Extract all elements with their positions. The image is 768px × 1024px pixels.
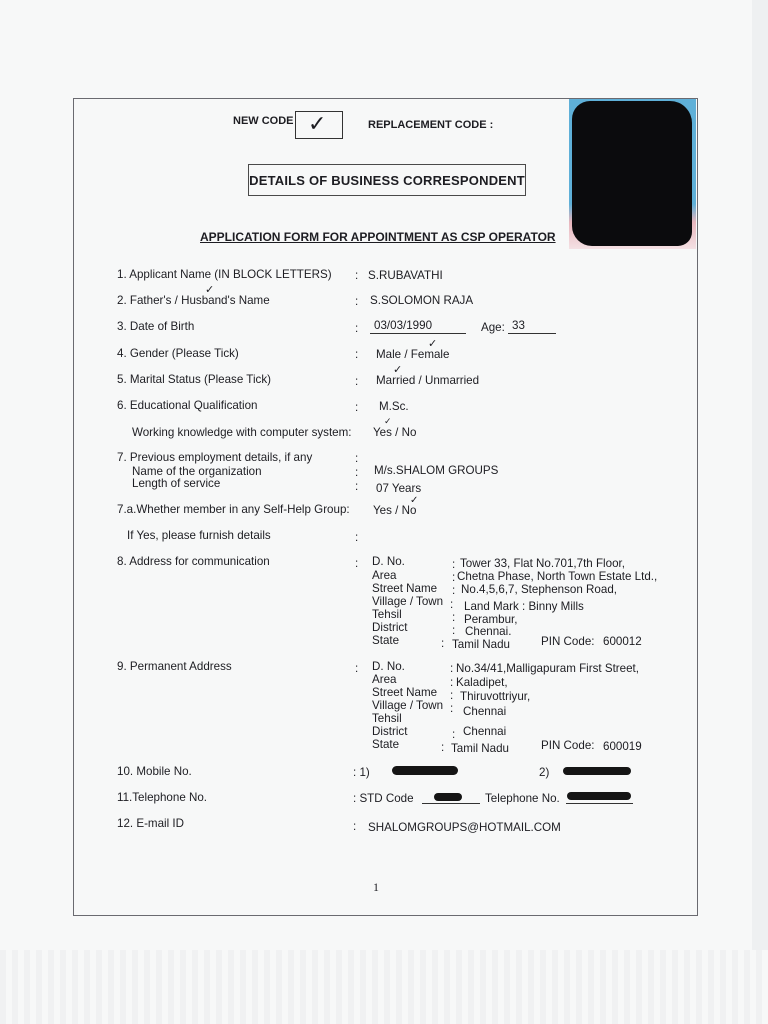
marital-status-value: Married / Unmarried bbox=[376, 374, 480, 387]
bottom-margin bbox=[0, 950, 768, 1024]
district-label: District bbox=[372, 725, 408, 738]
perm-state-value: Tamil Nadu bbox=[451, 742, 509, 755]
colon: : bbox=[441, 741, 445, 754]
colon: : bbox=[452, 571, 456, 584]
std-underline bbox=[422, 803, 480, 804]
mobile-1-label: : 1) bbox=[353, 766, 370, 779]
gender-value: Male / Female bbox=[376, 348, 450, 361]
field-4-label: 4. Gender (Please Tick) bbox=[117, 347, 239, 360]
form-title: DETAILS OF BUSINESS CORRESPONDENT bbox=[248, 164, 526, 196]
tick-mark: ✓ bbox=[384, 416, 392, 426]
colon: : bbox=[355, 295, 359, 308]
comm-village-value: Land Mark : Binny Mills bbox=[464, 600, 584, 613]
colon: : bbox=[452, 624, 456, 637]
state-label: State bbox=[372, 738, 400, 751]
tick-mark: ✓ bbox=[428, 338, 438, 350]
applicant-name-value: S.RUBAVATHI bbox=[368, 269, 443, 282]
field-7-label: 7. Previous employment details, if any bbox=[117, 451, 313, 464]
dob-underline bbox=[370, 333, 466, 334]
dno-label: D. No. bbox=[372, 660, 405, 673]
org-name-label: Name of the organization bbox=[132, 465, 262, 478]
street-label: Street Name bbox=[372, 686, 438, 699]
perm-pin-value: 600019 bbox=[603, 740, 642, 753]
colon: : bbox=[452, 558, 456, 571]
tick-mark: ✓ bbox=[410, 495, 419, 506]
std-code-label: : STD Code bbox=[353, 792, 414, 805]
street-label: Street Name bbox=[372, 582, 438, 595]
tel-redaction bbox=[567, 792, 631, 800]
dno-label: D. No. bbox=[372, 555, 405, 568]
area-label: Area bbox=[372, 673, 397, 686]
comm-pin-label: PIN Code: bbox=[541, 635, 595, 648]
field-7a-label: 7.a.Whether member in any Self-Help Group: bbox=[117, 503, 350, 516]
photo-redaction bbox=[572, 101, 692, 246]
colon: : bbox=[355, 401, 359, 414]
district-label: District bbox=[372, 621, 408, 634]
org-name-value: M/s.SHALOM GROUPS bbox=[374, 464, 499, 477]
mobile-2-label: 2) bbox=[539, 766, 550, 779]
colon: : bbox=[441, 637, 445, 650]
colon: : bbox=[355, 322, 359, 335]
perm-pin-label: PIN Code: bbox=[541, 739, 595, 752]
computer-knowledge-label: Working knowledge with computer system: bbox=[132, 426, 352, 439]
perm-village-value: Chennai bbox=[463, 705, 507, 718]
perm-area-value: Kaladipet, bbox=[456, 676, 508, 689]
age-value: 33 bbox=[512, 319, 525, 332]
comm-district-value: Chennai. bbox=[465, 625, 512, 638]
new-code-checkbox bbox=[295, 111, 343, 139]
colon: : bbox=[452, 728, 456, 741]
perm-dno-value: No.34/41,Malligapuram First Street, bbox=[456, 662, 639, 675]
field-12-label: 12. E-mail ID bbox=[117, 817, 185, 830]
father-name-value: S.SOLOMON RAJA bbox=[370, 294, 474, 307]
colon: : bbox=[355, 531, 359, 544]
shg-value: Yes / No bbox=[373, 504, 417, 517]
colon: : bbox=[355, 452, 359, 465]
field-1-label: 1. Applicant Name (IN BLOCK LETTERS) bbox=[117, 268, 332, 281]
comm-tehsil-value: Perambur, bbox=[464, 613, 518, 626]
mobile-1-redaction bbox=[392, 766, 458, 775]
page-edge bbox=[752, 0, 768, 1024]
comm-area-value: Chetna Phase, North Town Estate Ltd., bbox=[457, 570, 658, 583]
computer-knowledge-value: Yes / No bbox=[373, 426, 417, 439]
colon: : bbox=[355, 375, 359, 388]
qualification-value: M.Sc. bbox=[379, 400, 409, 413]
comm-state-value: Tamil Nadu bbox=[452, 638, 510, 651]
perm-district-value: Chennai bbox=[463, 725, 507, 738]
colon: : bbox=[355, 466, 359, 479]
shg-details-label: If Yes, please furnish details bbox=[127, 529, 271, 542]
field-10-label: 10. Mobile No. bbox=[117, 765, 192, 778]
village-label: Village / Town bbox=[372, 595, 444, 608]
tehsil-label: Tehsil bbox=[372, 608, 402, 621]
colon: : bbox=[450, 689, 454, 702]
tel-underline bbox=[566, 803, 633, 804]
colon: : bbox=[450, 662, 454, 675]
tick-mark: ✓ bbox=[393, 364, 403, 376]
colon: : bbox=[452, 584, 456, 597]
colon: : bbox=[450, 676, 454, 689]
tick-mark: ✓ bbox=[205, 284, 215, 296]
perm-street-value: Thiruvottriyur, bbox=[460, 690, 531, 703]
field-6-label: 6. Educational Qualification bbox=[117, 399, 258, 412]
email-value: SHALOMGROUPS@HOTMAIL.COM bbox=[368, 821, 561, 834]
colon: : bbox=[450, 702, 454, 715]
colon: : bbox=[355, 348, 359, 361]
std-redaction bbox=[434, 793, 462, 801]
state-label: State bbox=[372, 634, 400, 647]
comm-pin-value: 600012 bbox=[603, 635, 642, 648]
colon: : bbox=[355, 269, 359, 282]
mobile-2-redaction bbox=[563, 767, 631, 775]
field-5-label: 5. Marital Status (Please Tick) bbox=[117, 373, 271, 386]
service-length-label: Length of service bbox=[132, 477, 221, 490]
age-label: Age: bbox=[481, 321, 505, 334]
new-code-label: NEW CODE bbox=[233, 115, 294, 127]
colon: : bbox=[353, 820, 357, 833]
colon: : bbox=[355, 480, 359, 493]
comm-street-value: No.4,5,6,7, Stephenson Road, bbox=[461, 583, 617, 596]
tehsil-label: Tehsil bbox=[372, 712, 402, 725]
field-9-label: 9. Permanent Address bbox=[117, 660, 232, 673]
field-2-label: 2. Father's / Husband's Name bbox=[117, 294, 270, 307]
age-underline bbox=[508, 333, 556, 334]
dob-value: 03/03/1990 bbox=[374, 319, 433, 332]
telephone-label: Telephone No. bbox=[485, 792, 560, 805]
area-label: Area bbox=[372, 569, 397, 582]
colon: : bbox=[355, 557, 359, 570]
service-length-value: 07 Years bbox=[376, 482, 422, 495]
comm-dno-value: Tower 33, Flat No.701,7th Floor, bbox=[460, 557, 625, 570]
colon: : bbox=[452, 611, 456, 624]
check-icon: ✓ bbox=[308, 111, 327, 136]
colon: : bbox=[355, 662, 359, 675]
field-3-label: 3. Date of Birth bbox=[117, 320, 195, 333]
replacement-code-label: REPLACEMENT CODE : bbox=[368, 119, 494, 131]
field-11-label: 11.Telephone No. bbox=[117, 791, 208, 804]
form-subtitle: APPLICATION FORM FOR APPOINTMENT AS CSP OPERATOR bbox=[200, 230, 556, 244]
village-label: Village / Town bbox=[372, 699, 444, 712]
page-number: 1 bbox=[373, 880, 379, 894]
colon: : bbox=[450, 598, 454, 611]
field-8-label: 8. Address for communication bbox=[117, 555, 270, 568]
